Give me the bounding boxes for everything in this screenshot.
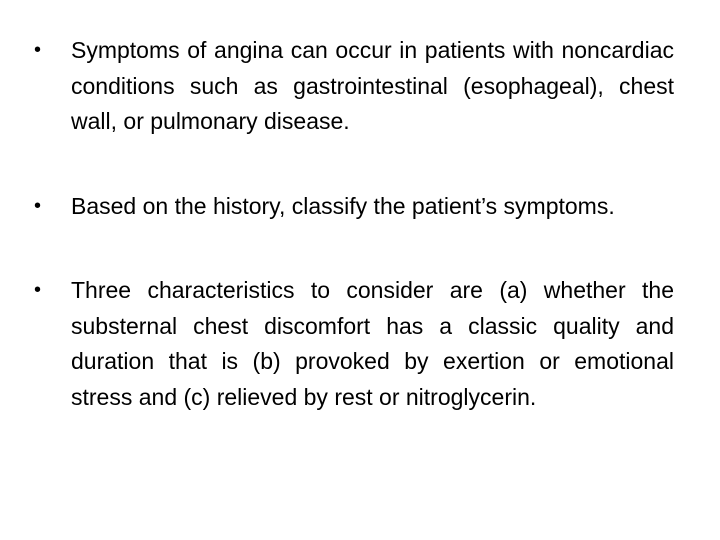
bullet-text: Based on the history, classify the patient’s symptoms.: [71, 192, 615, 219]
bullet-text: Three characteristics to consider are (a) whether the substernal chest discomfort has a classic quality and duration that is (b) provoked by exertion or emotional stress and (c) relieved by rest or nitroglycerin.: [71, 277, 674, 410]
bullet-icon: •: [34, 39, 42, 61]
bullet-item-classify-symptoms: [34, 189, 674, 225]
bullet-item-three-characteristics: [34, 273, 674, 415]
bullet-icon: •: [34, 194, 42, 217]
bullet-icon: •: [34, 279, 42, 301]
bullet-list: [34, 33, 674, 415]
bullet-item-angina-noncardiac: [34, 33, 674, 140]
bullet-text: Symptoms of angina can occur in patients with noncardiac conditions such as gastrointestinal (esophageal), chest wall, or pulmonary disease.: [71, 37, 674, 134]
